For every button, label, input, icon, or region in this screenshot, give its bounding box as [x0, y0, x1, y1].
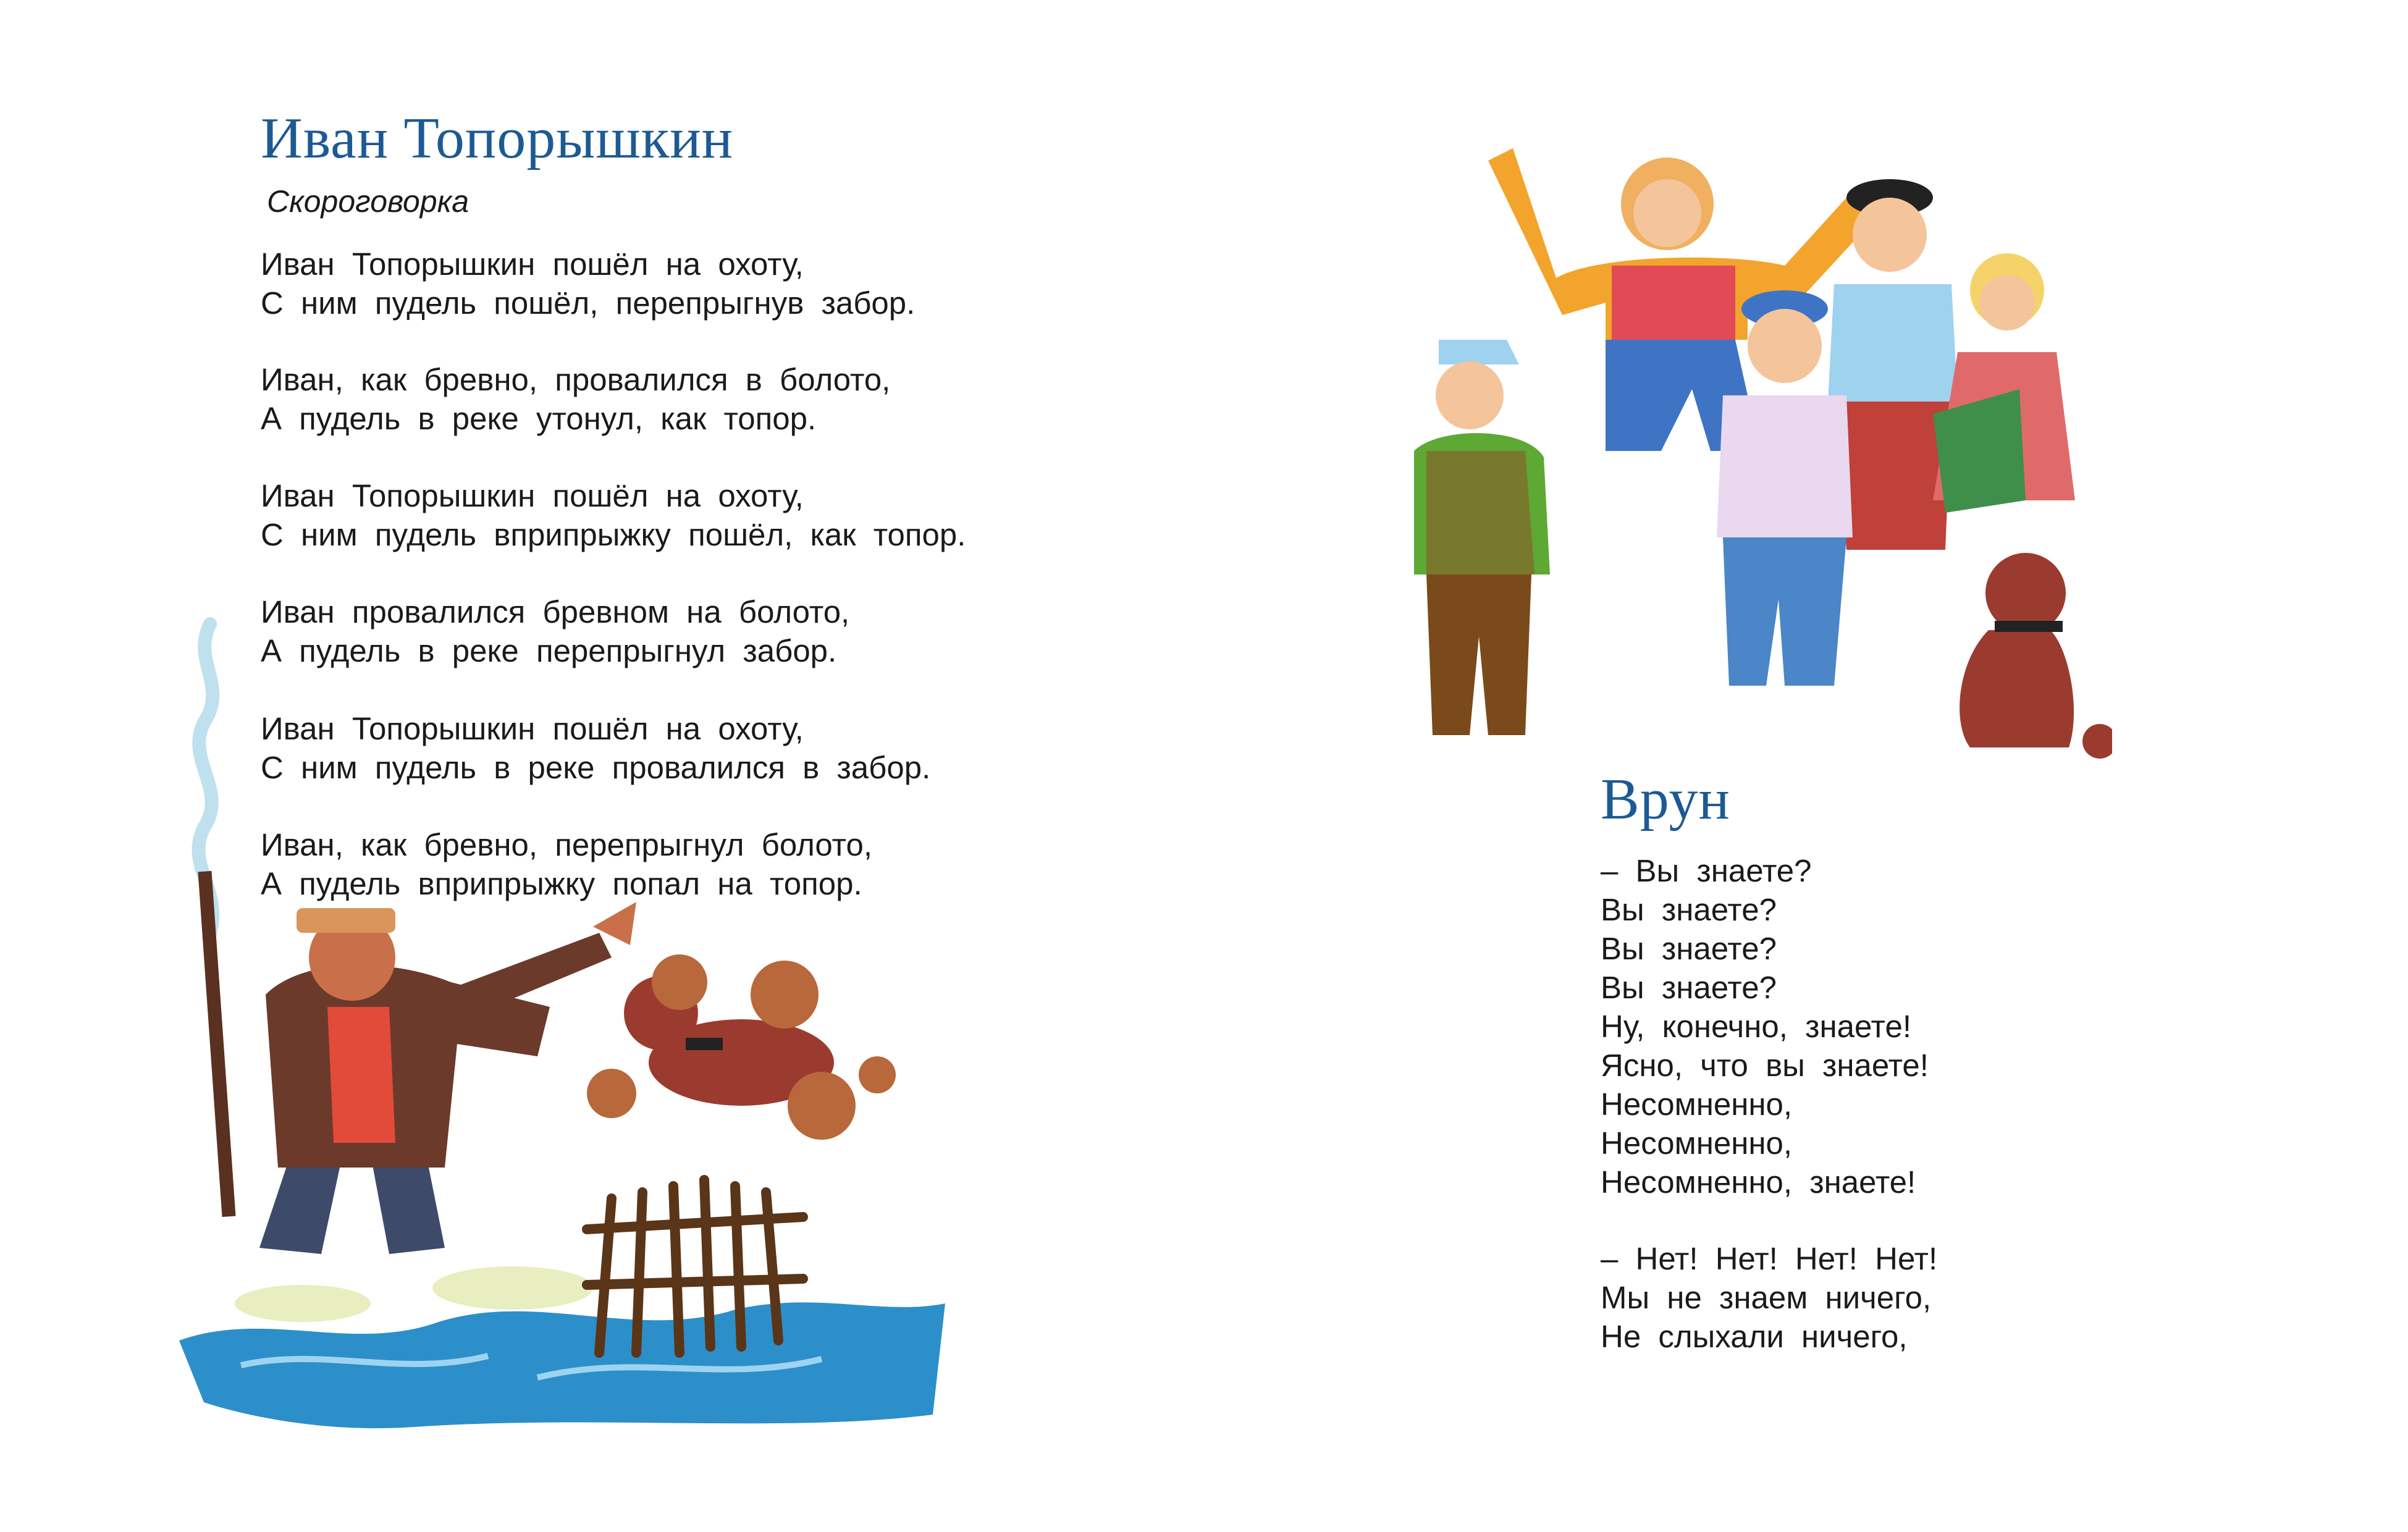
poem-line: А пудель в реке перепрыгнул забор.	[261, 633, 837, 668]
poem-line: – Нет! Нет! Нет! Нет!	[1601, 1241, 1938, 1276]
children-illustration	[1402, 105, 2112, 760]
poem-line: Не слыхали ничего,	[1601, 1319, 1908, 1354]
poem-line: Иван Топорышкин пошёл на охоту,	[261, 711, 804, 746]
poem-line: Вы знаете?	[1601, 970, 1777, 1005]
hunter-and-poodle-illustration	[167, 612, 970, 1433]
poem-line: Вы знаете?	[1601, 931, 1777, 966]
poem-line: А пудель вприпрыжку попал на топор.	[261, 866, 862, 901]
poem-subtitle: Скороговорка	[267, 184, 469, 219]
poem-title: Иван Топорышкин	[261, 106, 734, 170]
stanza-1	[261, 245, 915, 322]
poem-line: Ну, конечно, знаете!	[1601, 1009, 1911, 1044]
poem-line: – Вы знаете?	[1601, 853, 1812, 888]
stanza-3	[261, 476, 966, 554]
poem-line: Вы знаете?	[1601, 892, 1777, 927]
poem-line: С ним пудель вприпрыжку пошёл, как топор.	[261, 517, 966, 552]
stanza-2	[261, 360, 890, 438]
poem-line: Несомненно,	[1601, 1087, 1793, 1122]
poem-line: С ним пудель в реке провалился в забор.	[261, 750, 931, 785]
poem-line: Мы не знаем ничего,	[1601, 1280, 1932, 1315]
poem-line: А пудель в реке утонул, как топор.	[261, 401, 817, 436]
poem-line: С ним пудель пошёл, перепрыгнув забор.	[261, 285, 916, 321]
poem-title-vrun: Врун	[1601, 767, 1730, 831]
poem-line: Иван Топорышкин пошёл на охоту,	[261, 478, 804, 513]
poem-line: Ясно, что вы знаете!	[1601, 1048, 1929, 1083]
poem-line: Несомненно,	[1601, 1126, 1793, 1161]
poem-line: Иван провалился бревном на болото,	[261, 594, 850, 629]
stanza-vrun-2	[1601, 1239, 1937, 1356]
poem-line: Иван Топорышкин пошёл на охоту,	[261, 246, 804, 282]
poem-line: Иван, как бревно, перепрыгнул болото,	[261, 827, 872, 862]
poem-line: Иван, как бревно, провалился в болото,	[261, 362, 891, 397]
poem-line: Несомненно, знаете!	[1601, 1164, 1916, 1200]
right-page	[1204, 0, 2408, 1532]
stanza-vrun-1	[1601, 851, 1929, 1202]
